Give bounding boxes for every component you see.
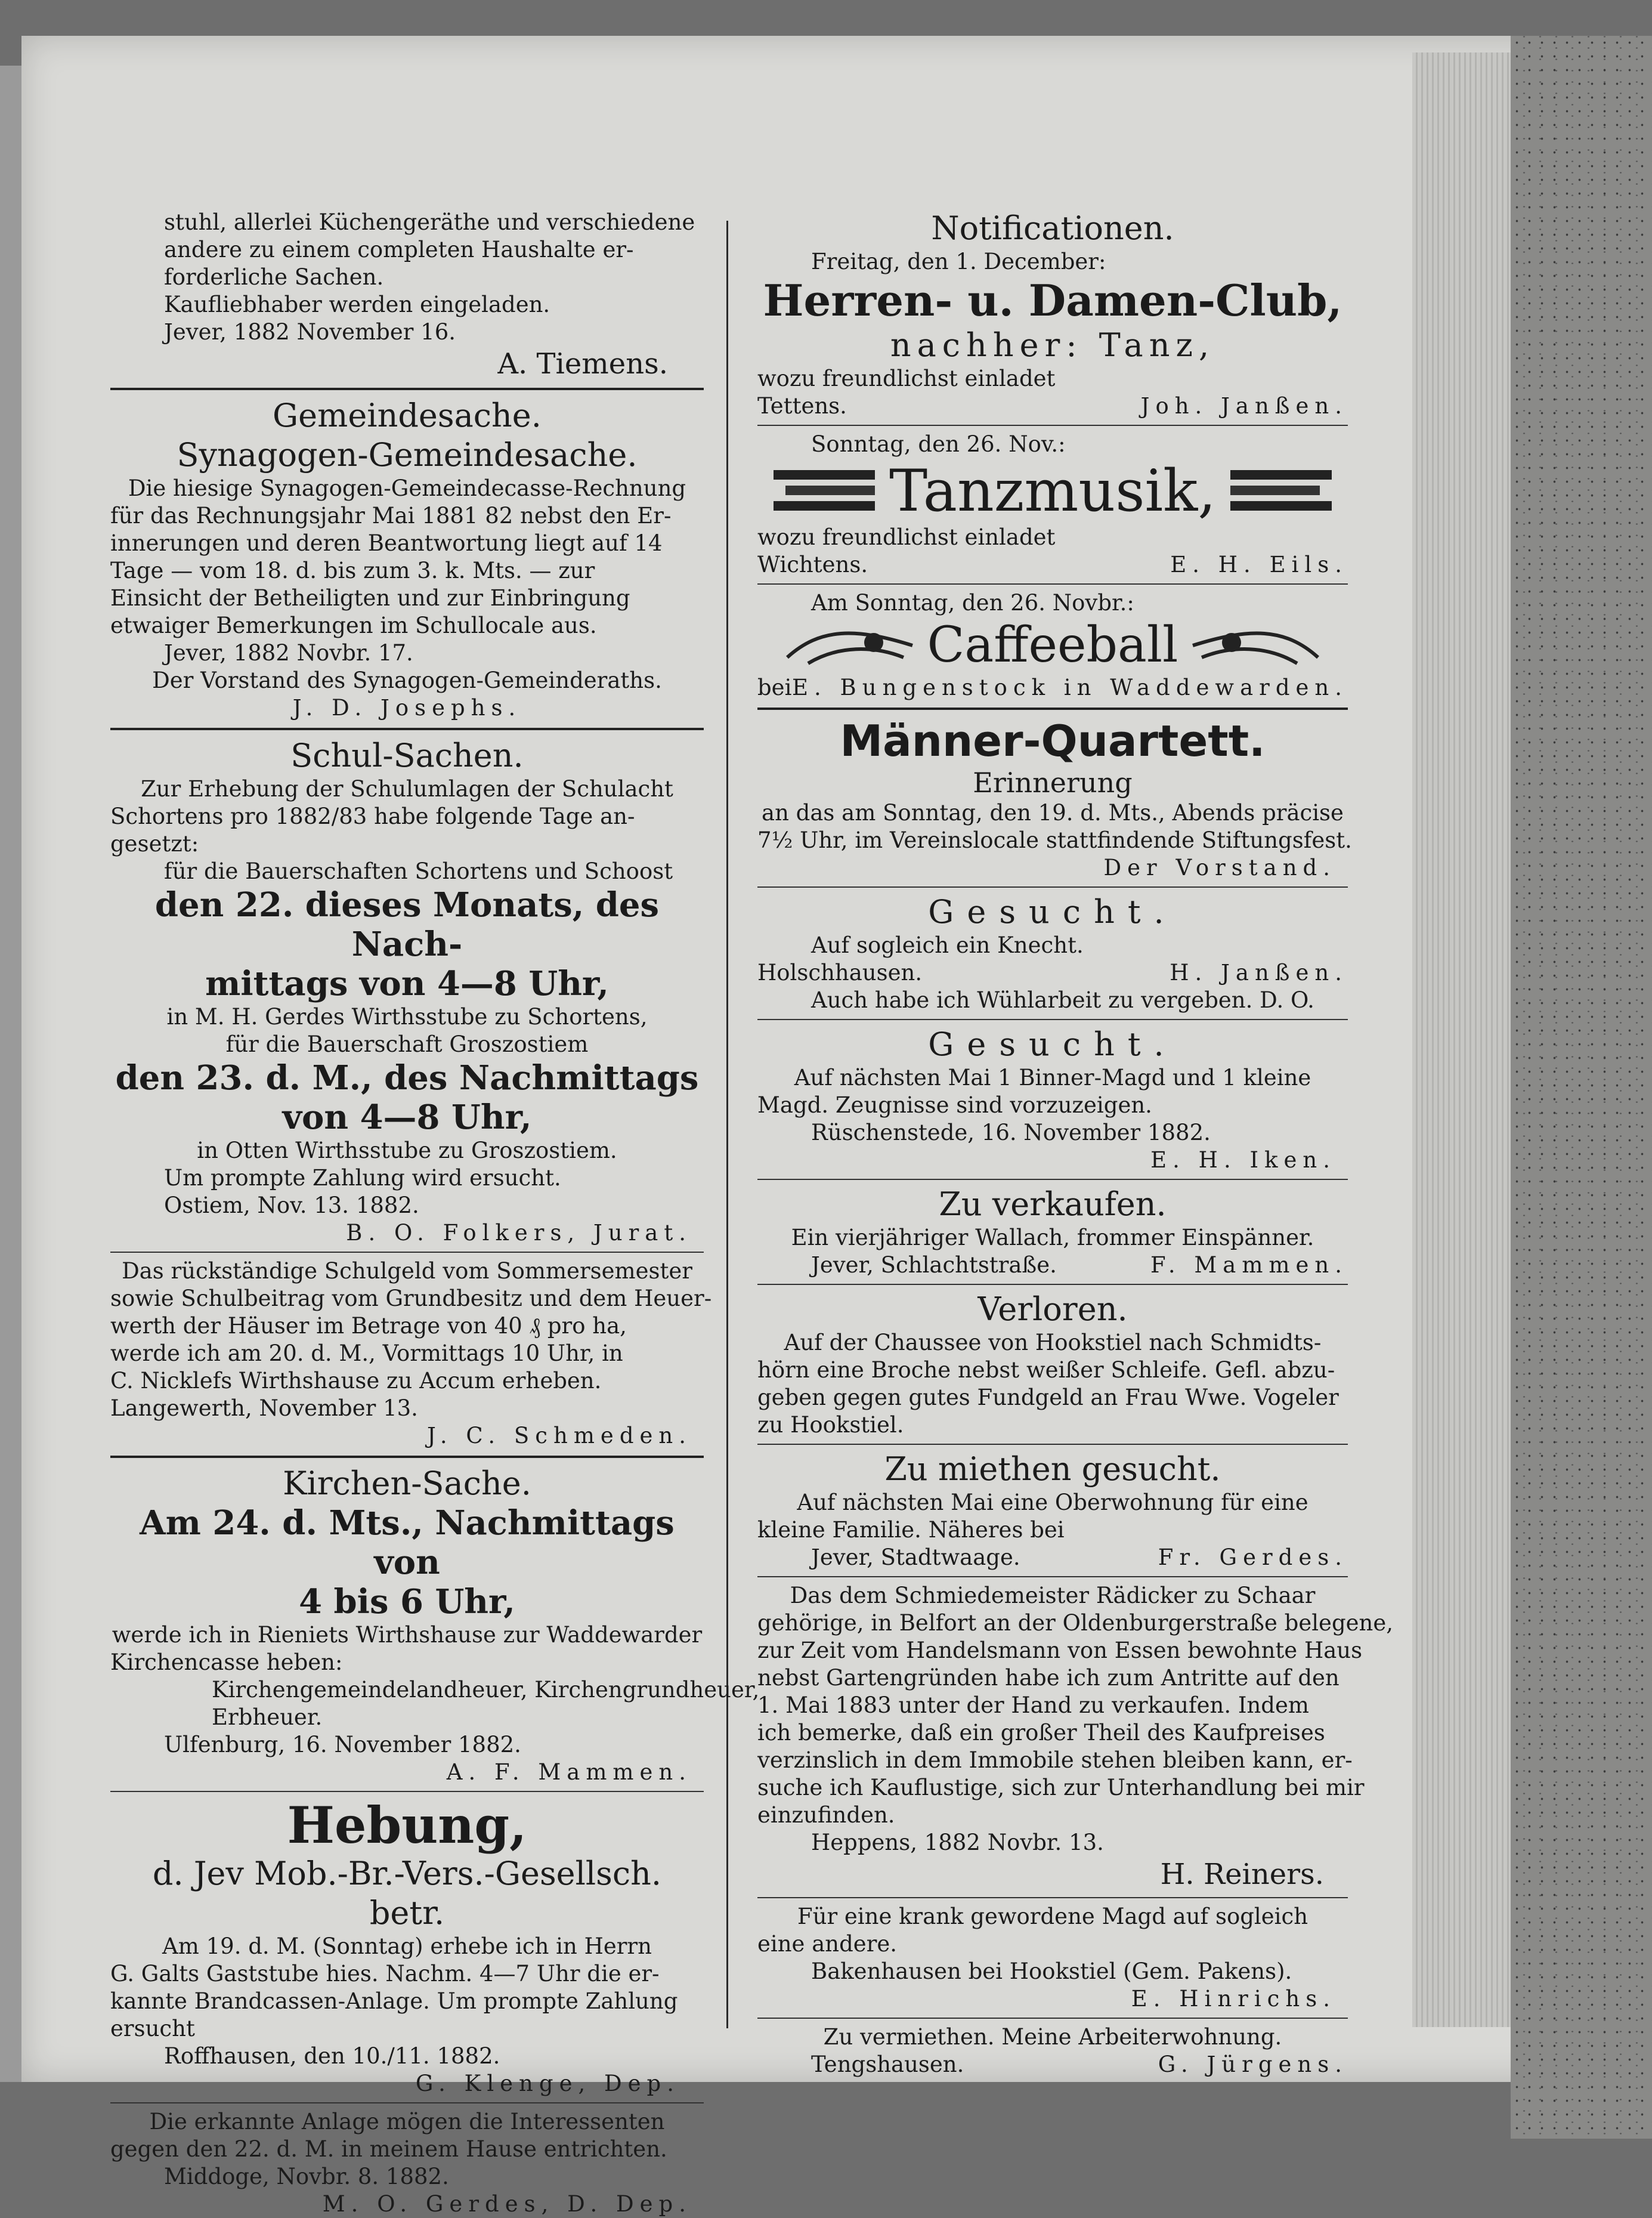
date-line: Langewerth, November 13. xyxy=(110,1395,418,1421)
text-line: eine andere. xyxy=(757,1931,898,1957)
date-line: Roffhausen, den 10./11. 1882. xyxy=(164,2043,500,2069)
signature: H. Janßen. xyxy=(1170,960,1348,986)
insurance-levy-notice xyxy=(110,1797,704,2097)
text-line: Für eine krank gewordene Magd auf sogleich xyxy=(797,1904,1308,1929)
place: Tettens. xyxy=(757,393,847,419)
signature: Joh. Janßen. xyxy=(1140,393,1348,419)
text-line: Sonntag, den 26. Nov.: xyxy=(811,431,1066,457)
text-line: werde ich am 20. d. M., Vormittags 10 Uhr, in xyxy=(110,1340,623,1366)
house-sale-notice xyxy=(757,1582,1394,1892)
section-rule xyxy=(110,1456,704,1458)
section-rule xyxy=(757,1284,1348,1285)
page-edges xyxy=(1412,52,1511,2027)
section-rule xyxy=(110,728,704,730)
text-line: für die Bauerschaften Schortens und Schoost xyxy=(164,858,673,884)
text-line: Das dem Schmiedemeister Rädicker zu Schaar xyxy=(790,1583,1316,1608)
wanted-maid-notice xyxy=(757,1025,1348,1174)
text-line: 1. Mai 1883 unter der Hand zu verkaufen. Indem xyxy=(757,1692,1309,1718)
place: Holschhausen. xyxy=(757,960,923,986)
place-signature-row xyxy=(757,959,1348,987)
event-subtitle: nachher: Tanz, xyxy=(890,326,1215,364)
text-line: Schortens pro 1882/83 habe folgende Tage an- xyxy=(110,804,635,829)
book-cover-edge xyxy=(1511,36,1652,2139)
place-signature-row xyxy=(757,393,1348,420)
left-column xyxy=(110,209,760,2218)
signature: E. Hinrichs. xyxy=(1131,1986,1336,2012)
section-rule xyxy=(757,1019,1348,1020)
text-line: ich bemerke, daß ein großer Theil des Kaufpreises xyxy=(757,1720,1325,1746)
text-line: gehörige, in Belfort an der Oldenburgerstraße belegene, xyxy=(757,1610,1394,1636)
signature: Fr. Gerdes. xyxy=(1158,1544,1348,1570)
date-line: Jever, 1882 November 16. xyxy=(164,319,456,345)
signature: A. F. Mammen. xyxy=(446,1759,692,1785)
text-line: Zur Erhebung der Schulumlagen der Schulacht xyxy=(141,776,673,802)
text-line: werde ich in Rieniets Wirthshause zur Waddewarder xyxy=(112,1622,703,1648)
text-line: Tage — vom 18. d. bis zum 3. k. Mts. — zur xyxy=(110,558,595,583)
coffee-ball-banner xyxy=(757,617,1348,674)
place-signature-row xyxy=(757,2051,1348,2078)
text-line: verzinslich in dem Immobile stehen bleiben kann, er- xyxy=(757,1747,1353,1773)
section-subheading: Erinnerung xyxy=(973,767,1133,799)
replacement-maid-notice xyxy=(757,1903,1348,2013)
section-heading: Notificationen. xyxy=(931,209,1174,247)
flourish-icon xyxy=(784,622,915,669)
section-rule xyxy=(757,708,1348,710)
signature: J. C. Schmeden. xyxy=(426,1423,692,1448)
text-line: C. Nicklefs Wirthshause zu Accum erheben. xyxy=(110,1368,602,1394)
text-line: in M. H. Gerdes Wirthsstube zu Schortens, xyxy=(166,1004,648,1030)
text-line: Am 19. d. M. (Sonntag) erhebe ich in Herrn xyxy=(162,1933,652,1959)
date-line: Ulfenburg, 16. November 1882. xyxy=(164,1732,521,1757)
text-line: gesetzt: xyxy=(110,831,199,857)
text-line: ersucht xyxy=(110,2016,195,2041)
signature: Der Vorstand. xyxy=(1103,855,1336,881)
place: Tengshausen. xyxy=(811,2052,964,2077)
text-line: Am Sonntag, den 26. Novbr.: xyxy=(811,590,1134,616)
section-rule xyxy=(757,583,1348,585)
text-line: für die Bauerschaft Groszostiem xyxy=(225,1031,589,1057)
text-line: Kaufliebhaber werden eingeladen. xyxy=(164,292,550,317)
date-line: Heppens, 1882 Novbr. 13. xyxy=(811,1830,1104,1855)
text-line: Magd. Zeugnisse sind vorzuzeigen. xyxy=(757,1092,1152,1118)
event-title: Herren- u. Damen-Club, xyxy=(763,275,1342,326)
dance-banner xyxy=(757,458,1348,524)
text-line: Die erkannte Anlage mögen die Interessenten xyxy=(149,2109,665,2134)
signature: G. Jürgens. xyxy=(1158,2052,1348,2077)
section-heading: Männer-Quartett. xyxy=(840,716,1266,766)
flourish-icon xyxy=(1190,622,1321,669)
text-line: wozu freundlichst einladet xyxy=(757,366,1056,391)
place: Bakenhausen bei Hookstiel (Gem. Pakens). xyxy=(811,1958,1292,1984)
emphasis-line: Am 24. d. Mts., Nachmittags von xyxy=(140,1503,675,1582)
text-line: Ein vierjähriger Wallach, frommer Einspänner. xyxy=(791,1225,1314,1250)
text-line: Um prompte Zahlung wird ersucht. xyxy=(164,1165,561,1191)
text-line: Auf nächsten Mai 1 Binner-Magd und 1 kleine xyxy=(794,1065,1311,1091)
signature: E. H. Eils. xyxy=(1170,552,1348,577)
interest-notice xyxy=(110,2108,704,2218)
signature: E. H. Iken. xyxy=(1150,1147,1336,1173)
text-line: geben gegen gutes Fundgeld an Frau Wwe. Vogeler xyxy=(757,1385,1339,1410)
emphasis-line: den 22. dieses Monats, des Nach- xyxy=(154,885,660,964)
text-line: an das am Sonntag, den 19. d. Mts., Abends präcise xyxy=(762,800,1344,826)
estate-sale-notice xyxy=(110,209,704,382)
section-heading: Verloren. xyxy=(977,1290,1128,1328)
ornament-icon xyxy=(774,464,875,518)
place: Wichtens. xyxy=(757,552,868,577)
text-line: Das rückständige Schulgeld vom Sommersemester xyxy=(122,1258,692,1284)
place-signature-row xyxy=(757,1544,1348,1571)
signature: H. Reiners. xyxy=(1160,1858,1324,1891)
text-line: Auch habe ich Wühlarbeit zu vergeben. D. O. xyxy=(811,987,1314,1013)
host-row xyxy=(757,674,1348,702)
text-line: einzufinden. xyxy=(757,1802,895,1828)
signature: M. O. Gerdes, D. Dep. xyxy=(322,2191,692,2217)
text-line: bei xyxy=(757,675,792,700)
emphasis-line: mittags von 4—8 Uhr, xyxy=(205,964,609,1003)
section-heading: Hebung, xyxy=(287,1796,527,1855)
place: Jever, Stadtwaage. xyxy=(811,1544,1020,1570)
section-heading: Synagogen-Gemeindesache. xyxy=(177,436,638,474)
emphasis-line: den 23. d. M., des Nachmittags xyxy=(115,1058,699,1098)
coffee-ball-notice xyxy=(757,589,1348,702)
section-heading: Gesucht. xyxy=(928,1025,1177,1063)
place: Jever, Schlachtstraße. xyxy=(811,1252,1057,1278)
text-line: gegen den 22. d. M. in meinem Hause entrichten. xyxy=(110,2136,667,2162)
date-line: Rüschenstede, 16. November 1882. xyxy=(811,1120,1211,1145)
text-line: stuhl, allerlei Küchengeräthe und verschiedene xyxy=(164,209,695,235)
section-heading: Zu miethen gesucht. xyxy=(884,1450,1221,1488)
section-rule xyxy=(757,2018,1348,2019)
text-line: für das Rechnungsjahr Mai 1881 82 nebst den Er- xyxy=(110,503,672,529)
section-rule xyxy=(110,1252,704,1253)
text-line: innerungen und deren Beantwortung liegt auf 14 xyxy=(110,530,663,556)
right-column xyxy=(757,209,1394,2078)
event-title: Caffeeball xyxy=(927,617,1178,674)
text-line: in Otten Wirthsstube zu Groszostiem. xyxy=(197,1138,617,1163)
text-line: forderliche Sachen. xyxy=(164,264,384,290)
date-line: Middoge, Novbr. 8. 1882. xyxy=(164,2164,449,2189)
section-rule xyxy=(110,1791,704,1792)
section-heading: Gesucht. xyxy=(928,893,1177,931)
date-line: Jever, 1882 Novbr. 17. xyxy=(164,640,413,666)
text-line: Auf sogleich ein Knecht. xyxy=(811,932,1084,958)
text-line: Auf der Chaussee von Hookstiel nach Schmidts- xyxy=(784,1330,1322,1355)
choir-notice xyxy=(757,716,1352,882)
text-line: etwaiger Bemerkungen im Schullocale aus. xyxy=(110,613,597,638)
place-signature-row xyxy=(757,551,1348,579)
section-rule xyxy=(757,1897,1348,1898)
ornament-icon xyxy=(1230,464,1332,518)
emphasis-line: 4 bis 6 Uhr, xyxy=(299,1582,515,1621)
text-line: Der Vorstand des Synagogen-Gemeinderaths. xyxy=(152,668,662,693)
flat-to-let-notice xyxy=(757,2024,1348,2078)
text-line: zu Hookstiel. xyxy=(757,1412,904,1438)
signature: A. Tiemens. xyxy=(497,347,668,381)
lost-notice xyxy=(757,1290,1348,1439)
text-line: nebst Gartengründen habe ich zum Antritte auf den xyxy=(757,1665,1339,1691)
book-binding xyxy=(0,66,21,2082)
text-line: 7½ Uhr, im Vereinslocale stattfindende Stiftungsfest. xyxy=(757,827,1352,853)
section-rule xyxy=(757,886,1348,888)
text-line: Auf nächsten Mai eine Oberwohnung für eine xyxy=(797,1490,1308,1515)
section-rule xyxy=(757,1179,1348,1180)
signature: G. Klenge, Dep. xyxy=(415,2071,680,2096)
text-line: kannte Brandcassen-Anlage. Um prompte Zahlung xyxy=(110,1988,678,2014)
emphasis-line: von 4—8 Uhr, xyxy=(282,1098,532,1137)
text-line: Erbheuer. xyxy=(212,1704,323,1730)
text-line: Kirchencasse heben: xyxy=(110,1649,343,1675)
for-sale-notice xyxy=(757,1185,1348,1279)
synagogue-notice xyxy=(110,396,704,722)
event-title: Tanzmusik, xyxy=(889,458,1216,524)
church-notice xyxy=(110,1464,760,1786)
signature: F. Mammen. xyxy=(1150,1252,1348,1278)
text-line: Einsicht der Betheiligten und zur Einbringung xyxy=(110,585,630,611)
signature: E. Bungenstock in Waddewarden. xyxy=(792,675,1348,700)
section-heading: Schul-Sachen. xyxy=(290,737,524,774)
date-line: Ostiem, Nov. 13. 1882. xyxy=(164,1193,419,1218)
section-heading: Gemeindesache. xyxy=(273,397,542,434)
text-line: Kirchengemeindelandheuer, Kirchengrundheuer, xyxy=(212,1677,760,1703)
club-notice xyxy=(757,209,1348,420)
section-rule xyxy=(110,2102,704,2103)
text-line: werth der Häuser im Betrage von 40 ₰ pro ha, xyxy=(110,1313,627,1339)
text-line: Zu vermiethen. Meine Arbeiterwohnung. xyxy=(823,2024,1282,2050)
section-rule xyxy=(757,1444,1348,1445)
school-fees-notice xyxy=(110,1258,712,1450)
text-line: kleine Familie. Näheres bei xyxy=(757,1517,1065,1543)
section-heading: Kirchen-Sache. xyxy=(283,1465,531,1502)
text-line: suche ich Kauflustige, sich zur Unterhandlung bei mir xyxy=(757,1775,1365,1800)
text-line: sowie Schulbeitrag vom Grundbesitz und dem Heuer- xyxy=(110,1286,712,1311)
section-rule xyxy=(757,425,1348,426)
text-line: Die hiesige Synagogen-Gemeindecasse-Rechnung xyxy=(128,475,686,501)
text-line: andere zu einem completen Haushalte er- xyxy=(164,237,634,262)
signature: J. D. Josephs. xyxy=(292,695,522,721)
wanted-farmhand-notice xyxy=(757,892,1348,1014)
section-rule xyxy=(757,1576,1348,1577)
signature: B. O. Folkers, Jurat. xyxy=(346,1220,692,1246)
column-divider xyxy=(726,221,728,2028)
text-line: wozu freundlichst einladet xyxy=(757,524,1056,550)
text-line: G. Galts Gaststube hies. Nachm. 4—7 Uhr die er- xyxy=(110,1961,660,1987)
section-rule xyxy=(110,388,704,390)
dance-music-notice xyxy=(757,431,1348,579)
school-notice xyxy=(110,736,704,1247)
section-subheading: d. Jev Mob.-Br.-Vers.-Gesellsch. betr. xyxy=(152,1855,662,1932)
text-line: hörn eine Broche nebst weißer Schleife. Gefl. abzu- xyxy=(757,1357,1335,1383)
place-signature-row xyxy=(757,1252,1348,1279)
text-line: Freitag, den 1. December: xyxy=(811,249,1106,274)
text-line: zur Zeit vom Handelsmann von Essen bewohnte Haus xyxy=(757,1638,1363,1663)
rental-wanted-notice xyxy=(757,1450,1348,1571)
section-heading: Zu verkaufen. xyxy=(939,1185,1167,1223)
